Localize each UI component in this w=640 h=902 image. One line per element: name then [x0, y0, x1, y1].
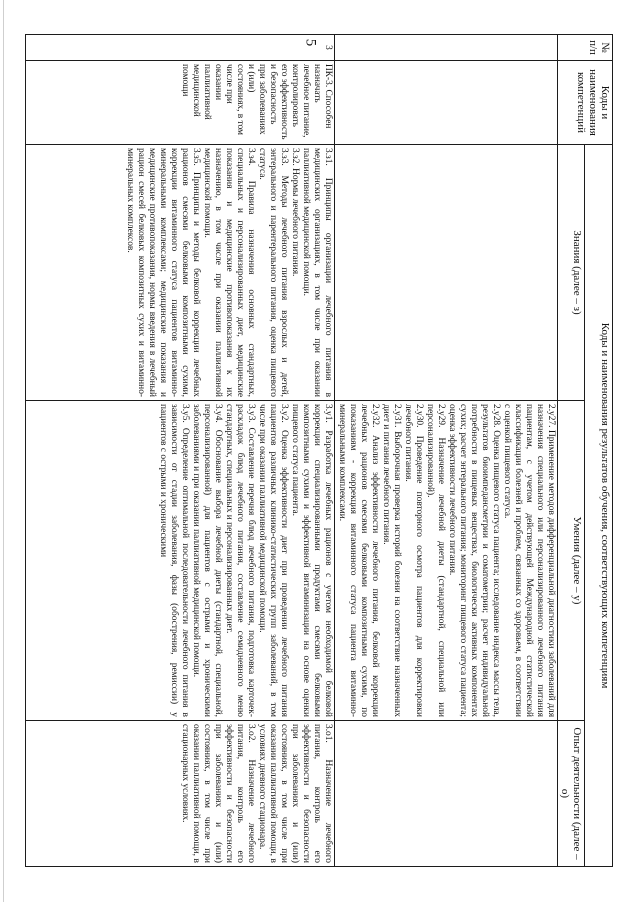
- skill-item: 3.у3. Составление перечня блюд лечебного питания, подготовка карточек-раскладок блюд лечебного питания, составление семидневного меню стандартных, специальных и персонализированных диет.: [224, 404, 256, 717]
- table-row-continuation: [335, 35, 558, 867]
- experience-item: 3.о1. Назначение лечебного питания, контроль его эффективности и безопасности при заболеваниях и (или) состояниях, в том числе при оказании паллиативной помощи, в условиях дневного стационара.: [257, 724, 333, 863]
- skill-item: 2.у28. Оценка пищевого статуса пациента; исследование индекса массы тела, результатов биоимпедансметрии и соматометрии; расчет индивидуальной потребности в пищевых веществах, биологически активных компонентах сухих; расчет энтерального питания; мониторинг пищевого статуса пациента; оценка эффективности лечебного питания.: [447, 404, 501, 717]
- header-experience: Опыт деятельности (далее – о): [558, 721, 585, 867]
- knowledge-item: 3.з4. Правила назначения основных стандартных, специальных и персонализированных диет, медицинские показания и медицинские противопоказания к их назначению, в том числе при оказании паллиативной медицинской помощи.: [202, 148, 256, 397]
- cell-code-empty: [335, 61, 558, 145]
- cell-skills-continuation: [335, 401, 558, 721]
- header-skills: Умения (далее – у): [558, 401, 585, 721]
- skill-item: 3.у5. Определение оптимальной последовательности лечебного питания в зависимости от стадии заболевания, фазы (обострения, ремиссии) у пациентов с острыми и хроническими: [158, 404, 190, 717]
- row-number: 3: [26, 35, 335, 61]
- knowledge-item: 3.з5. Принципы и методы белковой коррекции лечебных рационов смесями белковыми композитными сухими, коррекции витаминного статуса пациентов витаминно-минеральными комплексами; медицинские показания и медицинские противопоказания, нормы введения в лечебный рацион смесей белковых композитных сухих и витаминно-минеральных комплексов.: [125, 148, 201, 397]
- skill-item: 2.у30. Проведение повторного осмотра пациентов для корректировки лечебного питания.: [403, 404, 424, 717]
- skill-item: 2.у31. Выборочная проверка историй болезни на соответствие назначенных диет и питания лечебного питания.: [381, 404, 402, 717]
- cell-experience: [26, 721, 335, 867]
- cell-knowledge: [26, 145, 335, 401]
- page-number: 5: [302, 38, 319, 47]
- experience-item: 3.о2. Назначение лечебного питания, контроль его эффективности и безопасности при заболеваниях и (или) состояниях, в том числе при оказании паллиативной помощи, в стационарных условиях.: [180, 724, 256, 863]
- table-row-pk3: [26, 35, 335, 867]
- competency-table: [25, 34, 613, 867]
- skill-item: 3.у1. Разработка лечебных рационов с учетом необходимой белковой коррекции специализированными продуктами смесями белковыми композитными сухими и эффективной витаминизации на основе оценки пищевого статуса пациента.: [290, 404, 333, 717]
- cell-skills: [26, 401, 335, 721]
- knowledge-item: 3.з3. Методы лечебного питания взрослых и детей, энтерального и парентерального питания, оценка пищевого статуса.: [257, 148, 289, 397]
- skill-item: 3.у4. Обоснование выбора лечебной диеты (стандартной, специальной, персонализированной) для пациентов с острыми и хроническими заболеваниями и при оказании паллиативной медицинской помощи.: [191, 404, 223, 717]
- competency-code: ПК-3. Способен назначать лечебное питание, контролировать его эффективность и безопасность при заболеваниях и (или) состояниях, в том числе при оказании паллиативной медицинской помощи: [26, 61, 335, 145]
- header-codes: Коды и наименования компетенций: [558, 61, 613, 145]
- header-results: Коды и наименования результатов обучения, соответствующих компетенциям: [585, 145, 613, 867]
- scan-edge-line: [3, 0, 4, 902]
- skill-item: 3.у2. Оценка эффективности диет при проведении лечебного питания пациентов различных клинико-статистических групп заболеваний, в том числе при оказании паллиативной медицинской помощи.: [257, 404, 289, 717]
- knowledge-item: 3.з2. Нормы лечебного питания.: [290, 148, 300, 277]
- rotated-page-content: [25, 34, 613, 866]
- skill-item: 2.у29. Назначение лечебной диеты (стандартной, специальной или персонализированной).: [425, 404, 446, 717]
- header-knowledge: Знания (далее – з): [558, 145, 585, 401]
- skill-item: 2.у32. Анализ эффективности лечебного питания, белковой коррекции лечебных рационов смесями белковыми композитными сухими, по показаниям - коррекция витаминного статуса пациента витаминно-минеральными комплексами.: [337, 404, 380, 717]
- skill-item: 2.у27. Применение методов дифференциальной диагностики заболеваний для назначения специального или персонализированного лечебного питания пациентам, с учетом действующей Международной статистической классификации болезней и проблем, связанных со здоровьем, в соответствии с оценкой пищевого статуса.: [502, 404, 556, 717]
- cell-experience-empty: [335, 721, 558, 867]
- header-number: № п/п: [558, 35, 613, 61]
- knowledge-item: 3.з1. Принципы организации лечебного питания в медицинских организациях, в том числе при оказании паллиативной медицинской помощи.: [301, 148, 333, 397]
- cell-number-empty: [335, 35, 558, 61]
- cell-knowledge-empty: [335, 145, 558, 401]
